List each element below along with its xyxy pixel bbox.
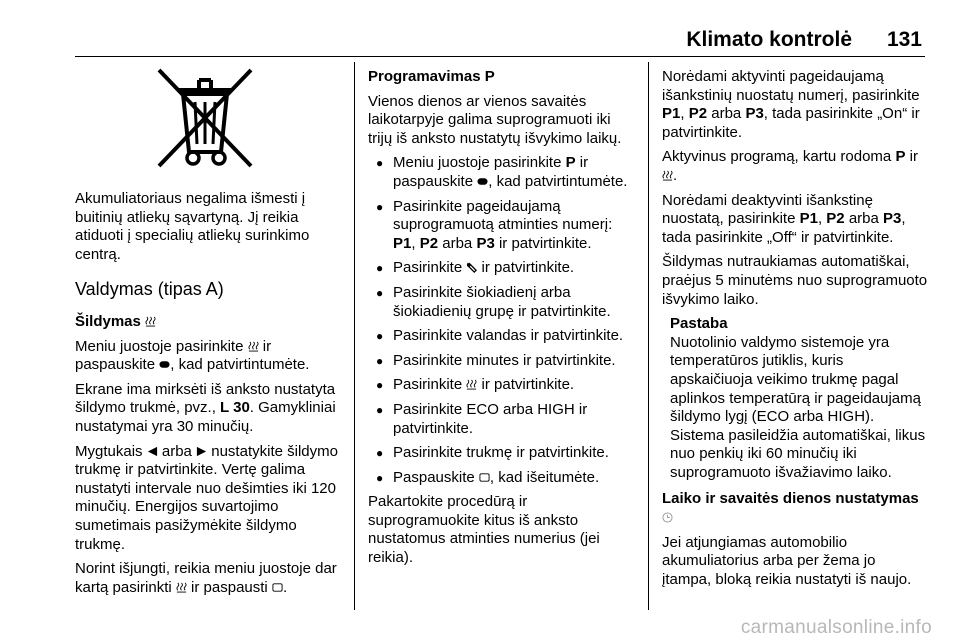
arrow-right-icon <box>196 446 207 457</box>
activate-preset: Norėdami aktyvinti pageidaujamą išankstinių nuostatų numerį, pasirinkite P1, P2 arba P3, tada pasirinkite „On“ ir patvirtinkite. <box>662 68 920 141</box>
confirm-button-icon <box>477 176 488 187</box>
auto-stop-info: Šildymas nutraukiamas automatiškai, praėjus 5 minutėms nuo suprogramuoto išvykimo laiko. <box>662 253 928 308</box>
column-divider <box>354 62 355 610</box>
heating-icon <box>176 582 187 593</box>
programming-intro: Vienos dienos ar vienos savaitės laikotarpyje galima suprogramuoti iki trijų iš anksto nustatytų išvykimo laikų. <box>368 92 622 147</box>
list-item: ● Pasirinkite valandas ir patvirtinkite. <box>368 327 636 346</box>
heating-heading: Šildymas <box>75 313 347 332</box>
back-button-icon <box>272 582 283 593</box>
list-item: ● Pasirinkite trukmę ir patvirtinkite. <box>368 444 636 463</box>
crossed-bin-symbol <box>75 68 347 174</box>
list-item: ● Pasirinkite ECO arba HIGH ir patvirtinkite. <box>368 401 636 438</box>
deactivate-preset: Norėdami deaktyvinti išankstinę nuostatą, pasirinkite P1, P2 arba P3, tada pasirinkite „Off“ ir patvirtinkite. <box>662 191 906 246</box>
section-title: Valdymas (tipas A) <box>75 279 224 300</box>
list-item: ● Paspauskite , kad išeitumėte. <box>368 469 636 488</box>
repeat-instructions: Pakartokite procedūrą ir suprogramuokite kitus iš anksto nustatomus atminties numerius (jei reikia). <box>368 493 600 567</box>
note-title: Pastaba <box>670 315 728 333</box>
list-item: ● Pasirinkite ir patvirtinkite. <box>368 376 636 395</box>
watermark: carmanualsonline.info <box>740 617 932 638</box>
column-3 <box>662 68 928 595</box>
header-rule <box>75 56 925 57</box>
list-item: ● Pasirinkite šiokiadienį arba šiokiadienių grupę ir patvirtinkite. <box>368 284 636 321</box>
list-item: ● Pasirinkite ir patvirtinkite. <box>368 259 636 278</box>
heating-icon <box>145 316 156 327</box>
crossed-bin-icon <box>151 68 259 174</box>
list-item: ● Pasirinkite minutes ir patvirtinkite. <box>368 352 636 371</box>
column-1 <box>75 68 347 603</box>
column-divider <box>648 62 649 610</box>
list-item: ● Pasirinkite pageidaujamą suprogramuotą atminties numerį: P1, P2 arba P3 ir patvirtinkite. <box>368 198 636 254</box>
heating-instructions-4: Norint išjungti, reikia meniu juostoje dar kartą pasirinkti ir paspausti . <box>75 560 337 596</box>
chapter-title: Klimato kontrolė <box>686 28 852 51</box>
programming-heading: Programavimas P <box>368 68 495 85</box>
note-box <box>662 315 928 482</box>
programming-steps <box>368 154 636 487</box>
program-active-display: Aktyvinus programą, kartu rodoma P ir . <box>662 148 918 184</box>
battery-disposal-notice: Akumuliatoriaus negalima išmesti į buitinių atliekų sąvartyną. Jį reikia atiduoti į specialių atliekų surinkimo centrą. <box>75 190 310 263</box>
heating-icon <box>466 379 477 390</box>
note-body: Nuotolinio valdymo sistemoje yra temperatūros jutiklis, kuris apskaičiuoja veikimo trukmę pagal aplinkos temperatūrą ir pageidaujamą šildymo lygį (ECO arba HIGH). Sistema pasileidžia automatiškai, likus nuo penkių iki 60 minučių iki suprogramuoto išvažiavimo laiko. <box>670 333 926 481</box>
list-item: ● Meniu juostoje pasirinkite P ir paspauskite , kad patvirtintumėte. <box>368 154 636 191</box>
page-header <box>0 0 960 60</box>
heating-instructions-1: Meniu juostoje pasirinkite ir paspauskite , kad patvirtintumėte. <box>75 337 310 374</box>
confirm-button-icon <box>159 359 170 370</box>
back-button-icon <box>479 472 490 483</box>
column-2 <box>368 68 636 574</box>
heating-instructions-3: Mygtukais arba nustatykite šildymo trukmę ir patvirtinkite. Vertę galima nustatyti intervale nuo dešimties iki 120 minučių. Energijos suvartojimo sumetimais pasižymėkite šildymo trukmę. <box>75 442 338 553</box>
arrow-left-icon <box>147 446 158 457</box>
heating-icon <box>662 170 673 181</box>
page-number: 131 <box>886 28 922 51</box>
heating-icon <box>248 341 259 352</box>
wrench-icon <box>466 262 477 273</box>
clock-icon <box>662 512 673 523</box>
clock-instructions: Jei atjungiamas automobilio akumuliatorius arba per žema jo įtampa, bloką reikia nustatyti iš naujo. <box>662 533 912 588</box>
clock-heading: Laiko ir savaitės dienos nustatymas <box>662 490 928 527</box>
heating-instructions-2: Ekrane ima mirksėti iš anksto nustatyta šildymo trukmė, pvz., L 30. Gamykliniai nustatymai yra 30 minučių. <box>75 380 336 435</box>
